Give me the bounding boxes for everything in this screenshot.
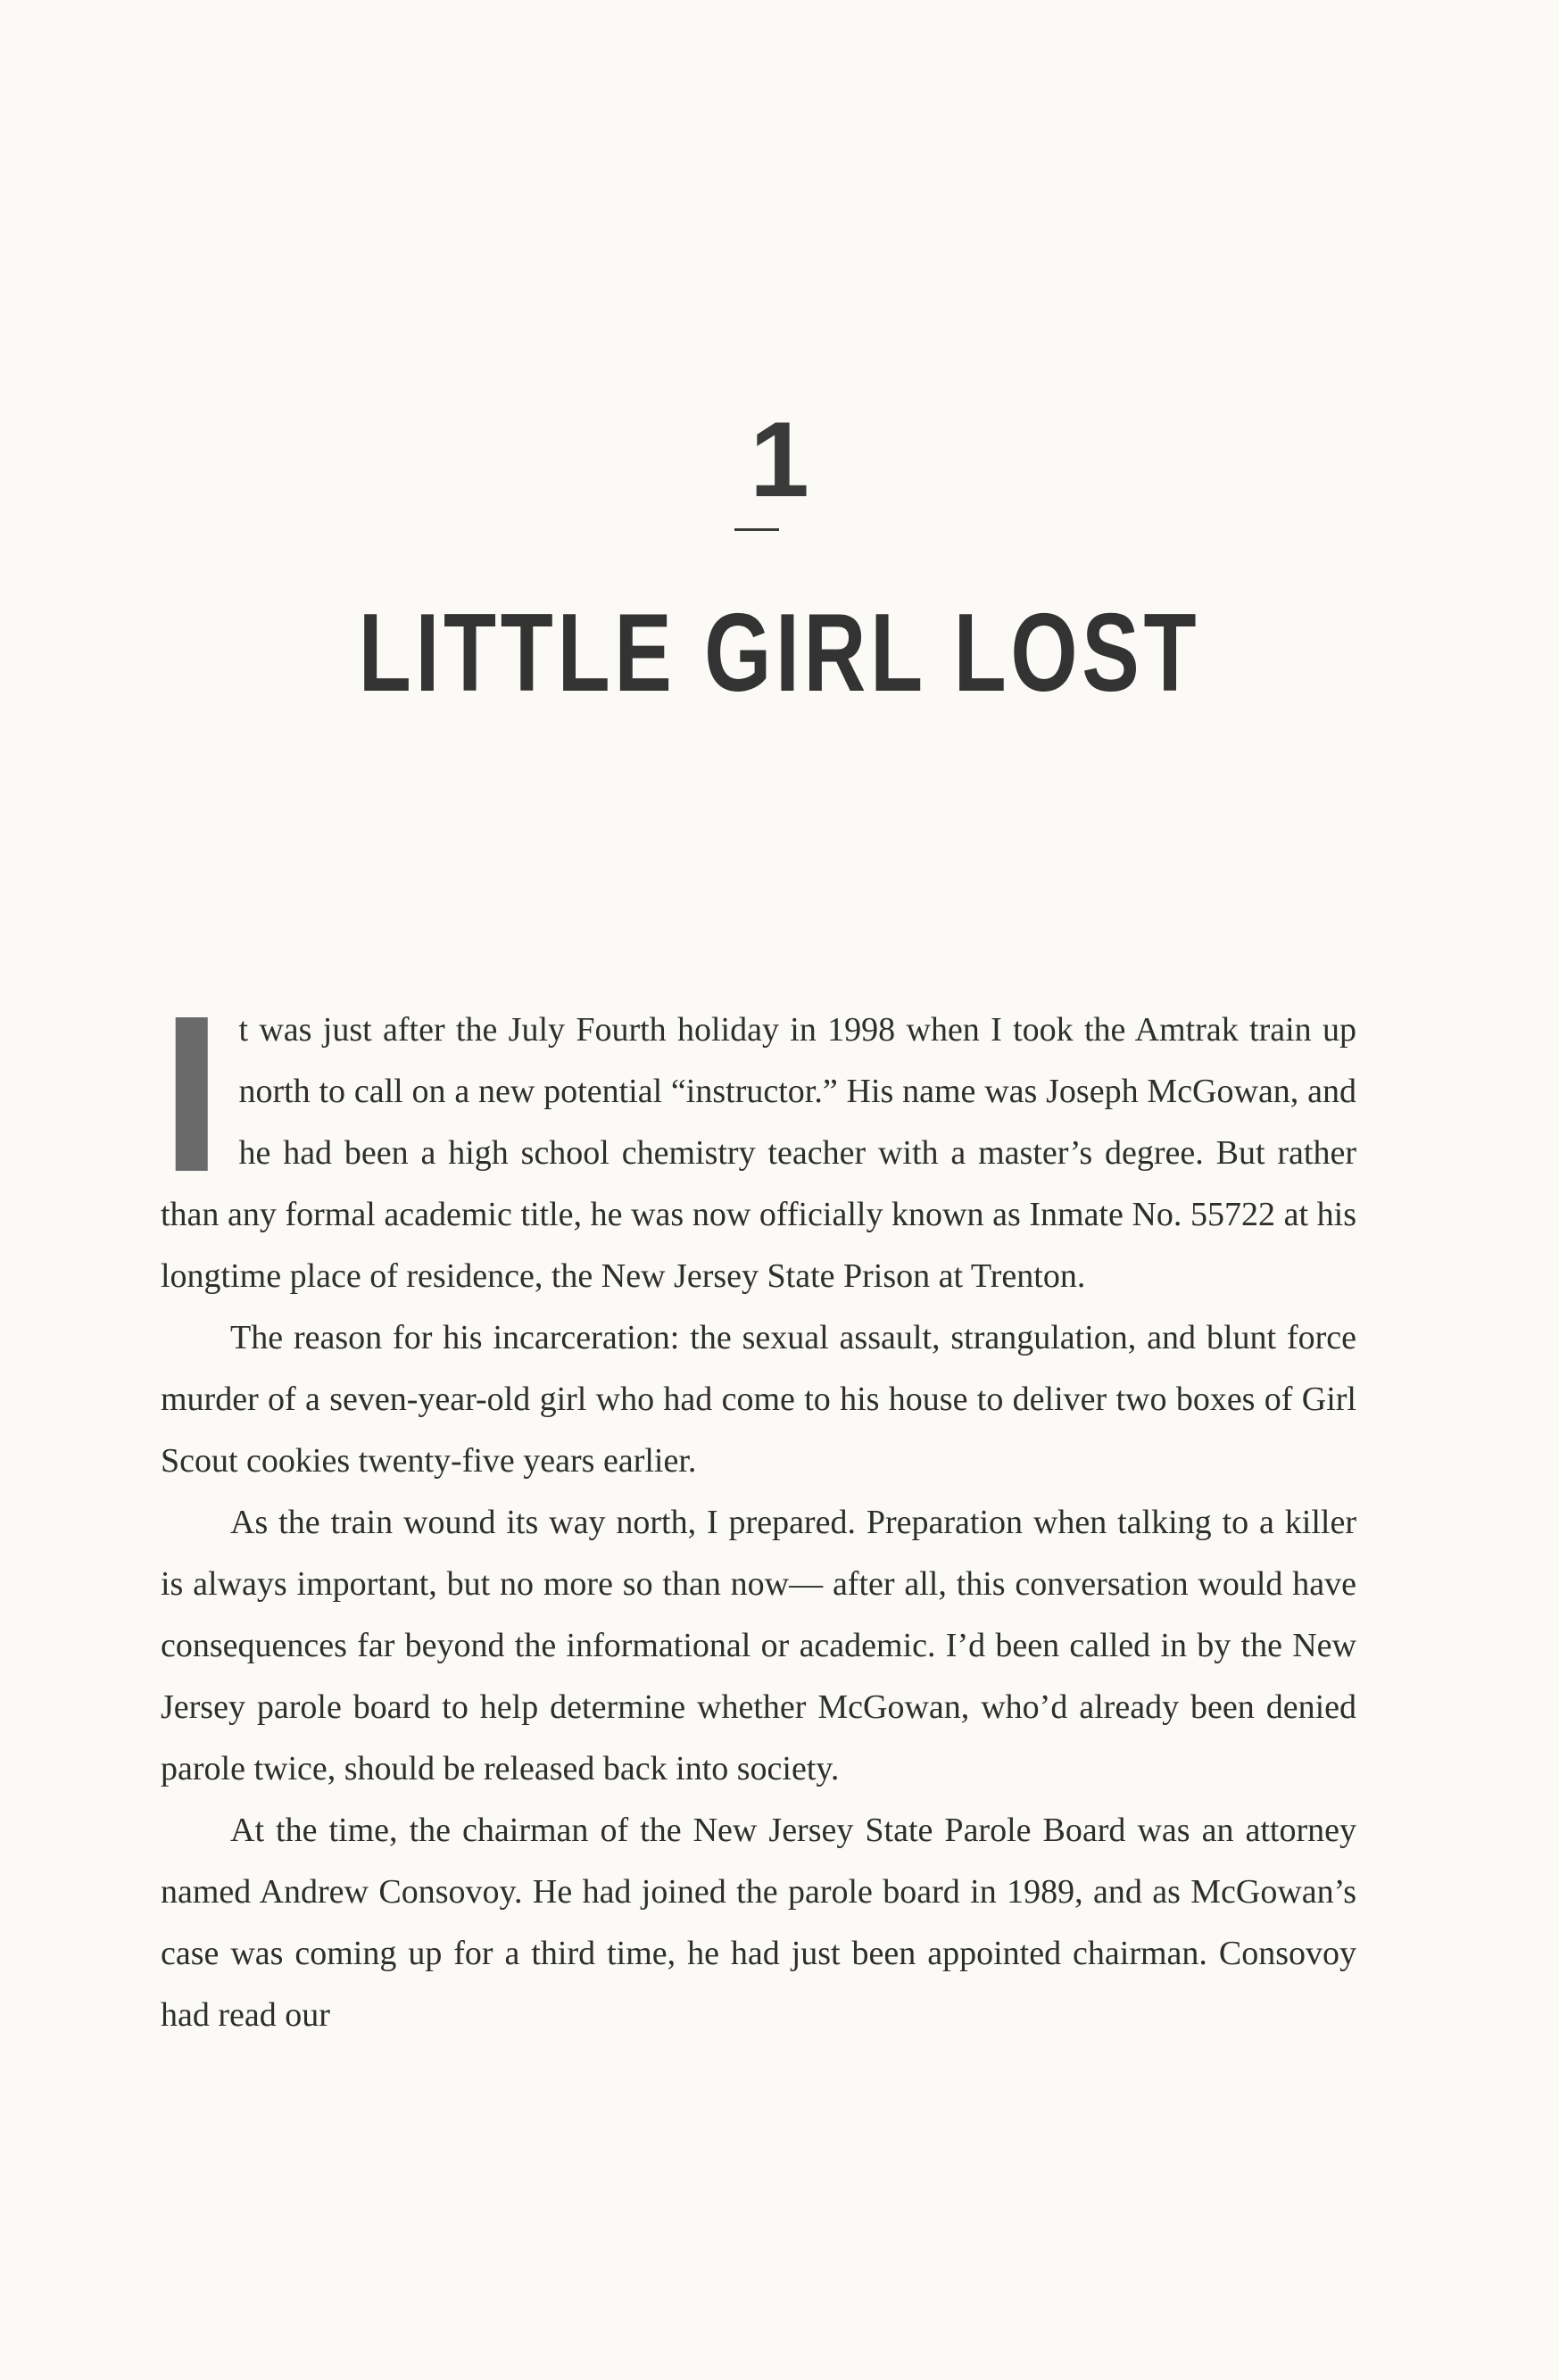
paragraph-1 xyxy=(161,969,1356,1307)
drop-cap: I xyxy=(161,969,223,1218)
chapter-title: LITTLE GIRL LOST xyxy=(358,592,1201,715)
chapter-number-underline xyxy=(734,528,779,531)
chapter-number: 1 xyxy=(750,400,809,519)
paragraph-4: At the time, the chairman of the New Jersey State Parole Board was an attorney named Andrew Consovoy. He had joined the parole board in 1989, and as McGowan’s case was coming up for a third time, he had just been appointed chairman. Consovoy had read our xyxy=(161,1812,1356,2034)
paragraph-2: The reason for his incarceration: the sexual assault, strangulation, and blunt force murder of a seven-year-old girl who had come to his house to deliver two boxes of Girl Scout cookies twenty-five years earlier. xyxy=(161,1319,1356,1480)
paragraph-1-text: t was just after the July Fourth holiday in 1998 when I took the Amtrak train up north to call on a new potential “instructor.” His name was Joseph McGowan, and he had been a high school chemistry teacher with a master’s degree. But rather than any formal academic title, he was now officially known as Inmate No. 55722 at his longtime place of residence, the New Jersey State Prison at Trenton. xyxy=(161,1011,1356,1295)
paragraph-3: As the train wound its way north, I prepared. Preparation when talking to a killer is always important, but no more so than now— after all, this conversation would have consequences far beyond the informational or academic. I’d been called in by the New Jersey parole board to help determine whether McGowan, who’d already been denied parole twice, should be released back into society. xyxy=(161,1504,1356,1787)
chapter-body xyxy=(161,969,1356,2046)
